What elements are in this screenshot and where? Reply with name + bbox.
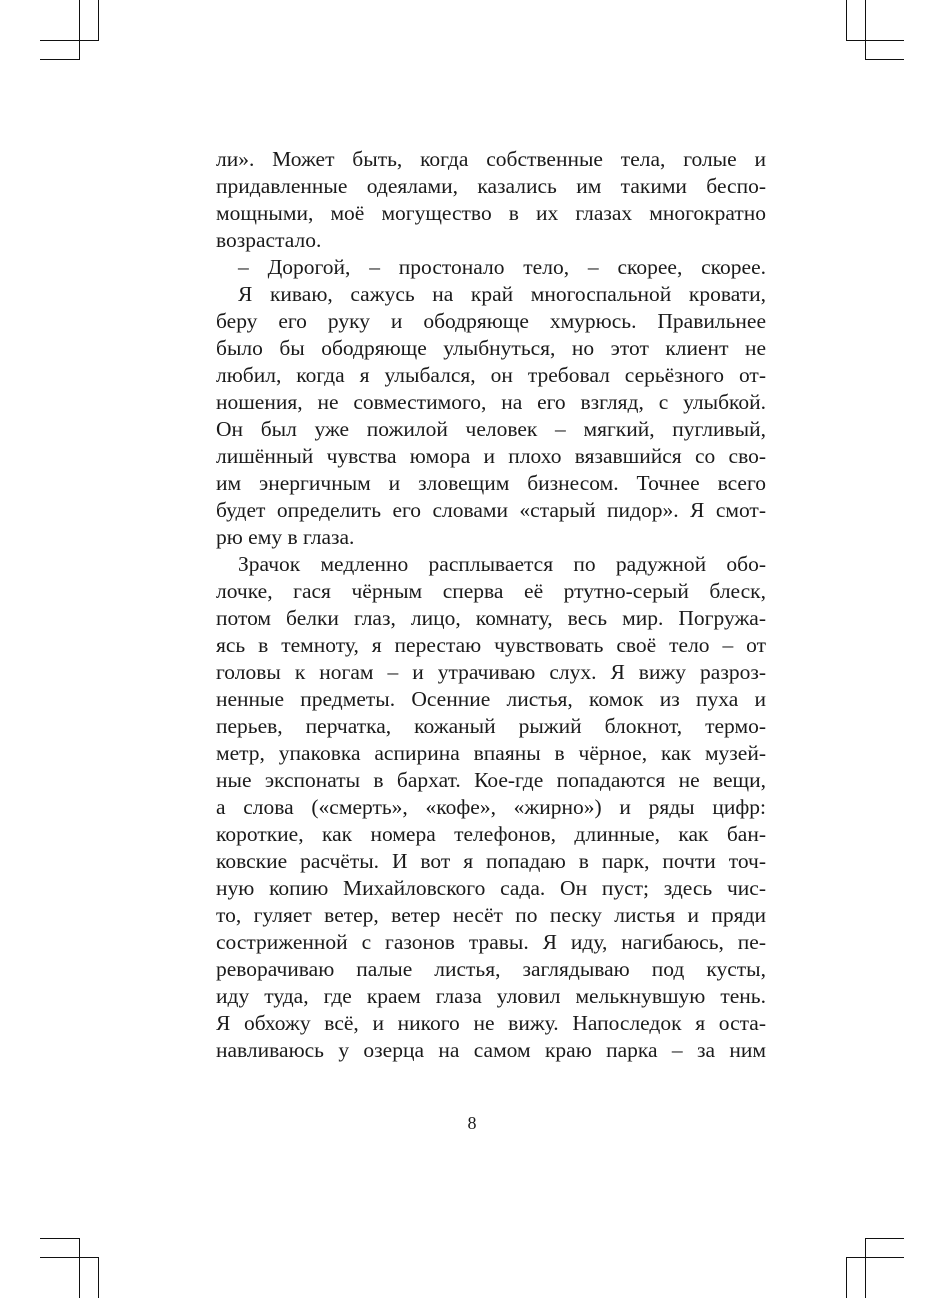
text-line: ные экспонаты в бархат. Кое-где попадаются не вещи, [216, 768, 766, 792]
text-line: Я киваю, сажусь на край многоспальной кровати, [238, 282, 766, 306]
page-number: 8 [467, 1113, 477, 1133]
text-line: ношения, не совместимого, на его взгляд, с улыбкой. [216, 390, 766, 414]
text-line: Я обхожу всё, и никого не вижу. Напоследок я оста- [216, 1011, 766, 1035]
text-line: метр, упаковка аспирина впаяны в чёрное, как музей- [216, 741, 766, 765]
crop-mark-top-left-horizontal [40, 40, 99, 41]
text-line: лочке, гася чёрным сперва её ртутно-серый блеск, [216, 579, 766, 603]
text-line: ную копию Михайловского сада. Он пуст; здесь чис- [216, 876, 766, 900]
crop-mark-bottom-left-horizontal-outer [40, 1238, 80, 1239]
text-line: Зрачок медленно расплывается по радужной обо- [238, 552, 766, 576]
text-line: беру его руку и ободряюще хмурюсь. Правильнее [216, 309, 766, 333]
crop-mark-top-right-vertical-outer [865, 0, 866, 60]
text-line: возрастало. [216, 228, 322, 252]
crop-mark-bottom-left-vertical-inner [98, 1257, 99, 1298]
text-line: навливаюсь у озерца на самом краю парка – за ним [216, 1038, 766, 1062]
paragraph-2 [216, 254, 766, 281]
text-line: перьев, перчатка, кожаный рыжий блокнот, термо- [216, 714, 766, 738]
text-line: мощными, моё могущество в их глазах многократно [216, 201, 766, 225]
crop-mark-bottom-left-horizontal [40, 1257, 99, 1258]
text-line: короткие, как номера телефонов, длинные, как бан- [216, 822, 766, 846]
crop-mark-bottom-right-vertical-outer [865, 1238, 866, 1298]
text-line: рю ему в глаза. [216, 525, 355, 549]
crop-mark-bottom-right-vertical-inner [846, 1257, 847, 1298]
crop-mark-top-left-vertical-inner [98, 0, 99, 41]
text-line: ли». Может быть, когда собственные тела, голые и [216, 147, 766, 171]
text-line: – Дорогой, – простонало тело, – скорее, скорее. [238, 255, 766, 279]
text-line: головы к ногам – и утрачиваю слух. Я вижу разроз- [216, 660, 766, 684]
text-line: будет определить его словами «старый пидор». Я смот- [216, 498, 766, 522]
crop-mark-bottom-right-horizontal-outer [865, 1238, 904, 1239]
crop-mark-top-right-vertical-inner [846, 0, 847, 41]
text-line: ненные предметы. Осенние листья, комок из пуха и [216, 687, 766, 711]
text-line: реворачиваю палые листья, заглядываю под кусты, [216, 957, 766, 981]
crop-mark-bottom-left-vertical-outer [79, 1238, 80, 1298]
text-line: любил, когда я улыбался, он требовал серьёзного от- [216, 363, 766, 387]
crop-mark-top-right-horizontal [846, 40, 904, 41]
text-line: им энергичным и зловещим бизнесом. Точнее всего [216, 471, 766, 495]
crop-mark-top-left-vertical-outer [79, 0, 80, 60]
text-line: ковские расчёты. И вот я попадаю в парк, почти точ- [216, 849, 766, 873]
paragraph-4 [216, 551, 766, 1064]
text-line: а слова («смерть», «кофе», «жирно») и ряды цифр: [216, 795, 766, 819]
crop-mark-bottom-right-horizontal [846, 1257, 904, 1258]
crop-mark-top-left-horizontal-outer [40, 59, 80, 60]
text-line: Он был уже пожилой человек – мягкий, пугливый, [216, 417, 766, 441]
body-text [216, 146, 766, 1064]
paragraph-1 [216, 146, 766, 254]
text-line: ясь в темноту, я перестаю чувствовать своё тело – от [216, 633, 766, 657]
text-line: лишённый чувства юмора и плохо вязавшийся со сво- [216, 444, 766, 468]
crop-mark-top-right-horizontal-outer [865, 59, 904, 60]
text-line: состриженной с газонов травы. Я иду, нагибаюсь, пе- [216, 930, 766, 954]
paragraph-3 [216, 281, 766, 551]
text-line: придавленные одеялами, казались им такими беспо- [216, 174, 766, 198]
text-line: было бы ободряюще улыбнуться, но этот клиент не [216, 336, 766, 360]
text-line: потом белки глаз, лицо, комнату, весь мир. Погружа- [216, 606, 766, 630]
text-line: иду туда, где краем глаза уловил мелькнувшую тень. [216, 984, 766, 1008]
text-line: то, гуляет ветер, ветер несёт по песку листья и пряди [216, 903, 766, 927]
